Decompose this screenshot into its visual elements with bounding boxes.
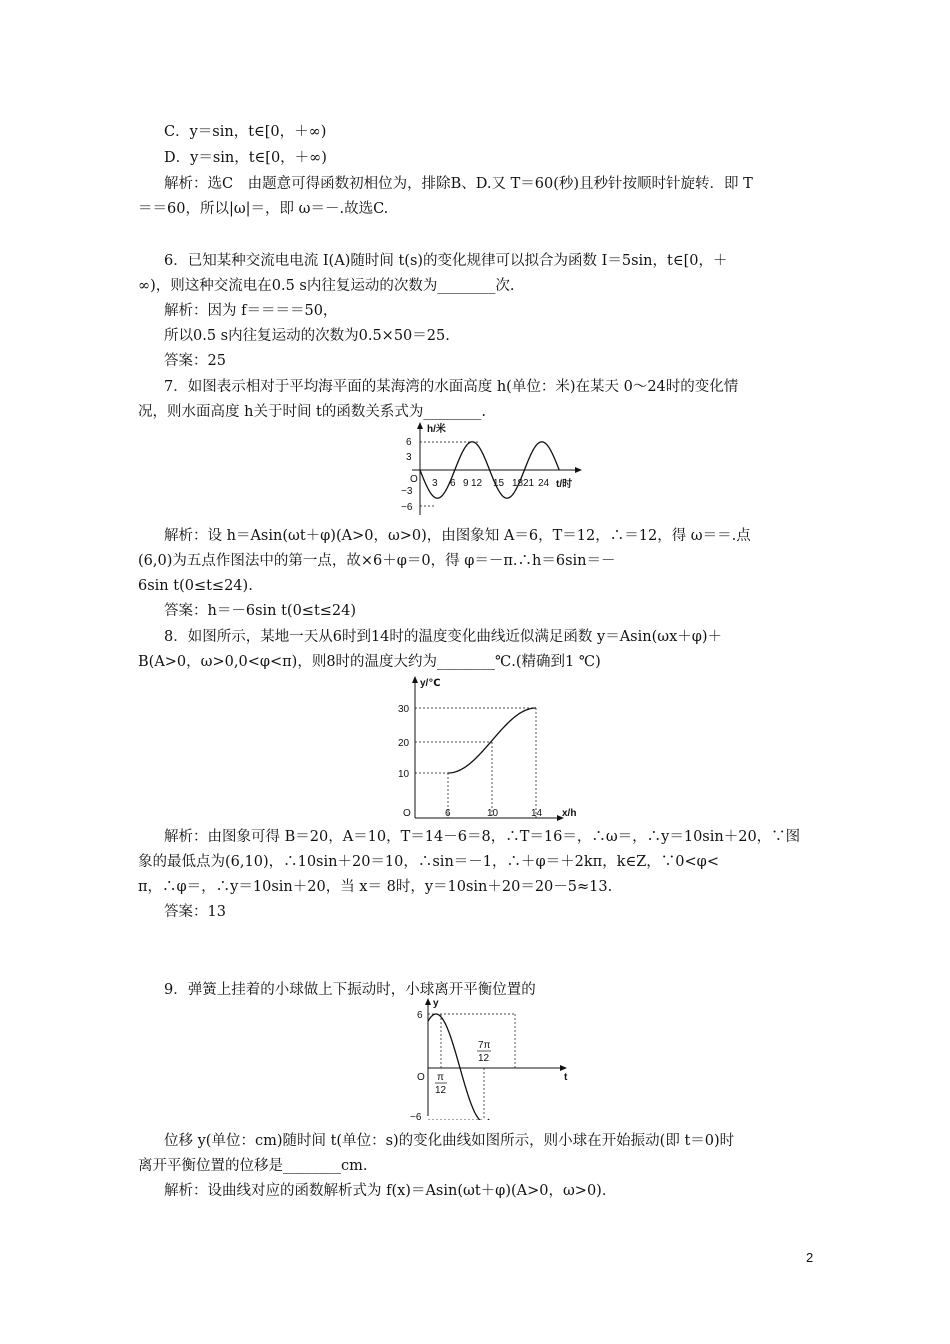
solution-7-line3: 6sin t(0≤t≤24). (138, 578, 253, 594)
answer-6: 答案：25 (164, 353, 226, 369)
y-tick-neg6: −6 (410, 1112, 422, 1120)
problem-8-line2: B(A>0，ω>0,0<φ<π)，则8时的温度大约为________℃.(精确到1 ℃) (138, 654, 601, 670)
solution-8-line2: 象的最低点为(6,10)，∴10sin＋20＝10，∴sin＝－1，∴＋φ＝＋2kπ，k∈Z，∵0<φ< (138, 854, 719, 870)
x-tick-10: 10 (487, 808, 499, 819)
answer-7: 答案：h＝－6sin t(0≤t≤24) (164, 603, 357, 619)
x-tick-6: 6 (445, 808, 451, 819)
solution-6-line1: 解析：因为 f＝＝＝＝50， (164, 303, 338, 319)
y-axis-label: h/米 (427, 424, 446, 435)
x-tick-7pi12-num: 7π (478, 1040, 491, 1051)
spring-curve (428, 1014, 489, 1120)
problem-6-line2: ∞)，则这种交流电在0.5 s内往复运动的次数为________次. (138, 278, 515, 294)
origin-label: O (403, 808, 411, 819)
x-tick-3: 3 (432, 478, 438, 489)
origin-label: O (410, 474, 418, 485)
y-axis-label: y/℃ (420, 678, 441, 689)
spring-graph (398, 996, 578, 1120)
x-axis-label: t/时 (556, 479, 573, 490)
x-tick-14: 14 (531, 808, 543, 819)
y-tick-3: 3 (406, 452, 412, 463)
problem-9-line3: 离开平衡位置的位移是________cm. (138, 1158, 368, 1174)
y-tick-neg6: −6 (401, 502, 413, 513)
x-tick-7pi12-den: 12 (478, 1053, 490, 1064)
solution-5-line2: ＝＝60，所以|ω|＝，即 ω＝－.故选C. (138, 201, 389, 217)
option-c: C．y＝sin，t∈[0，＋∞) (164, 124, 327, 140)
y-tick-neg3: −3 (401, 486, 413, 497)
y-tick-6: 6 (417, 1010, 423, 1021)
y-tick-10: 10 (398, 769, 410, 780)
tide-graph (390, 420, 595, 520)
solution-9-line1: 解析：设曲线对应的函数解析式为 f(x)＝Asin(ωt＋φ)(A>0，ω>0)． (164, 1183, 617, 1199)
problem-9-line1: 9．弹簧上挂着的小球做上下振动时，小球离开平衡位置的 (164, 982, 536, 998)
y-tick-30: 30 (398, 704, 410, 715)
answer-8: 答案：13 (164, 904, 226, 920)
solution-7-line1: 解析：设 h＝Asin(ωt＋φ)(A>0，ω>0)，由图象知 A＝6，T＝12，∴＝12，得 ω＝＝.点 (164, 528, 751, 544)
temperature-graph (390, 672, 595, 824)
x-tick-15: 15 (493, 478, 505, 489)
problem-9-line2: 位移 y(单位：cm)随时间 t(单位：s)的变化曲线如图所示，则小球在开始振动(即 t＝0)时 (164, 1133, 735, 1149)
problem-8-line1: 8．如图所示，某地一天从6时到14时的温度变化曲线近似满足函数 y＝Asin(ωx＋φ)＋ (164, 629, 723, 645)
x-tick-18: 18 (512, 478, 524, 489)
y-axis-label: y (433, 998, 439, 1009)
origin-label: O (417, 1072, 425, 1083)
solution-7-line2: (6,0)为五点作图法中的第一点，故×6＋φ＝0，得 φ＝－π.∴h＝6sin＝－ (138, 553, 616, 569)
x-tick-21: 21 (523, 478, 535, 489)
x-tick-12: 12 (471, 478, 483, 489)
x-axis-label: t (564, 1072, 568, 1083)
x-tick-pi12-num: π (437, 1072, 444, 1083)
x-axis-label: x/h (562, 808, 577, 819)
y-tick-6: 6 (406, 437, 412, 448)
y-tick-20: 20 (398, 738, 410, 749)
problem-7-line2: 况，则水面高度 h关于时间 t的函数关系式为________. (138, 404, 486, 420)
page-number: 2 (806, 1250, 814, 1265)
solution-6-line2: 所以0.5 s内往复运动的次数为0.5×50＝25. (164, 328, 450, 344)
x-tick-6: 6 (450, 478, 456, 489)
solution-5-line1: 解析：选C 由题意可得函数初相位为，排除B、D.又 T＝60(秒)且秒针按顺时针旋转．即 T (164, 176, 753, 192)
solution-8-line3: π，∴φ＝，∴y＝10sin＋20，当 x＝ 8时，y＝10sin＋20＝20－5≈13. (138, 879, 613, 895)
x-tick-24: 24 (538, 478, 550, 489)
option-d: D．y＝sin，t∈[0，＋∞) (164, 150, 327, 166)
x-tick-9: 9 (463, 478, 469, 489)
problem-6-line1: 6．已知某种交流电电流 I(A)随时间 t(s)的变化规律可以拟合为函数 I＝5sin，t∈[0，＋ (164, 253, 728, 269)
x-tick-pi12-den: 12 (435, 1085, 447, 1096)
solution-8-line1: 解析：由图象可得 B＝20，A＝10，T＝14－6＝8，∴T＝16＝，∴ω＝，∴y＝10sin＋20，∵图 (164, 829, 801, 845)
problem-7-line1: 7．如图表示相对于平均海平面的某海湾的水面高度 h(单位：米)在某天 0～24时的变化情 (164, 379, 739, 395)
